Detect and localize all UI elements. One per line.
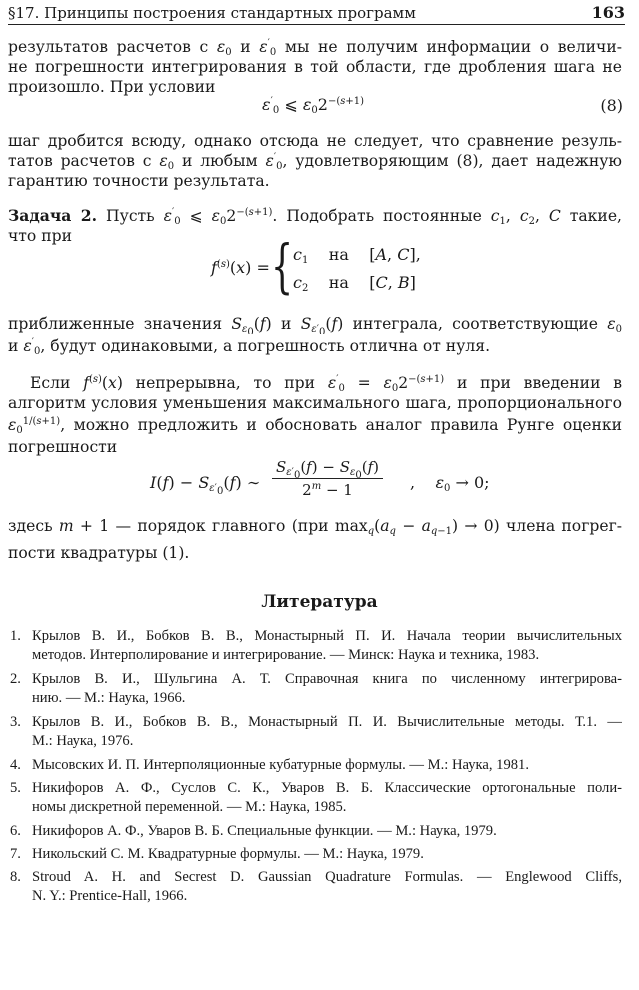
reference-text: Крылов В. И., Шульгина А. Т. Справочная книга по численному интегрирова- (32, 671, 622, 687)
text-line: Если $f^{(s)}(x)$ непрерывна, то при $\varepsilon'_0 = \varepsilon_02^{-(s+1)}$ и при введении в (30, 374, 622, 393)
reference-number: 5. (10, 780, 21, 796)
equation-8: $\varepsilon'_0$ ⩽ $\varepsilon_02^{-(s+1)}$ (262, 95, 365, 116)
page-number: 163 (591, 3, 625, 22)
reference-number: 4. (10, 757, 21, 773)
equation-number: (8) (600, 96, 623, 115)
piecewise-equation: $f^{(s)}(x)$ = { $c_1$ на [A, C], $c_2$ на [C, B] (211, 232, 421, 300)
reference-number: 7. (10, 846, 21, 862)
reference-text: Крылов В. И., Бобков В. В., Монастырный П. И. Начала теории вычислительных (32, 628, 622, 644)
reference-text: Крылов В. И., Бобков В. В., Монастырный П. И. Вычислительные методы. Т.1. — (32, 714, 622, 730)
text-line: не погрешности интегрирования в той области, где дробления шага не (8, 58, 622, 76)
text-line: приближенные значения $S_{\varepsilon_0}(f)$ и $S_{\varepsilon'_0}(f)$ интеграла, соответствующие $\varepsilon_0$ (8, 315, 622, 334)
running-header (8, 2, 625, 25)
reference-item (10, 756, 622, 776)
reference-number: 3. (10, 714, 21, 730)
runge-estimate-lhs: $I(f) - S_{\varepsilon'_0}(f)$ ∼ (150, 473, 261, 497)
reference-item (10, 845, 622, 865)
text-line: татов расчетов с $\varepsilon_0$ и любым $\varepsilon'_0$, удовлетворяющим (8), дает надежную (8, 152, 622, 171)
reference-text: методов. Интерполирование и интегрирование. — Минск: Наука и техника, 1983. (32, 647, 540, 663)
runge-limit: , $\varepsilon_0 \to 0$; (410, 473, 490, 494)
task-statement: Задача 2. Пусть $\varepsilon'_0$ ⩽ $\varepsilon_02^{-(s+1)}$. Подобрать постоянные $c_1$, $c_2$, C такие, (8, 206, 622, 226)
reference-item (10, 779, 622, 819)
text-line: $\varepsilon_0^{1/(s+1)}$, можно предложить и обосновать аналог правила Рунге оценки (8, 416, 622, 435)
reference-text: Никольский С. М. Квадратурные формулы. — М.: Наука, 1979. (32, 846, 424, 862)
text-line: что при (8, 227, 73, 245)
reference-number: 8. (10, 869, 21, 885)
section-title: §17. Принципы построения стандартных программ (8, 4, 416, 22)
text-line: алгоритм условия уменьшения максимального шага, пропорционального (8, 394, 622, 412)
text-line: результатов расчетов с $\varepsilon_0$ и $\varepsilon'_0$ мы не получим информации о величи- (8, 38, 622, 57)
reference-number: 2. (10, 671, 21, 687)
reference-item (10, 868, 622, 908)
reference-item (10, 822, 622, 842)
literature-heading: Литература (261, 592, 378, 612)
task-title: Задача 2. (8, 206, 98, 225)
text-line: произошло. При условии (8, 78, 216, 96)
reference-text: Никифоров А. Ф., Уваров В. Б. Специальные функции. — М.: Наука, 1979. (32, 823, 497, 839)
reference-text: Stroud A. H. and Secrest D. Gaussian Quadrature Formulas. — Englewood Cliffs, (32, 869, 622, 885)
runge-fraction: $\frac{S_{\varepsilon'_0}(f) - S_{\varepsilon_0}(f)}{2^m - 1}$ (272, 458, 383, 499)
reference-text: нию. — М.: Наука, 1966. (32, 690, 186, 706)
text-line: гарантию точности результата. (8, 172, 270, 190)
reference-text: Мысовских И. П. Интерполяционные кубатурные формулы. — М.: Наука, 1981. (32, 757, 529, 773)
reference-number: 6. (10, 823, 21, 839)
reference-item (10, 713, 622, 753)
text-line: пости квадратуры (1). (8, 544, 190, 562)
reference-number: 1. (10, 628, 21, 644)
reference-item (10, 670, 622, 710)
reference-item (10, 627, 622, 667)
reference-text: Никифоров А. Ф., Суслов С. К., Уваров В. Б. Классические ортогональные поли- (32, 780, 622, 796)
text-line: шаг дробится всюду, однако отсюда не следует, что сравнение резуль- (8, 132, 622, 150)
text-line: и $\varepsilon'_0$, будут одинаковыми, а погрешность отлична от нуля. (8, 337, 491, 356)
reference-text: М.: Наука, 1976. (32, 733, 134, 749)
reference-text: номы дискретной переменной. — М.: Наука, 1985. (32, 799, 347, 815)
text-line: погрешности (8, 438, 118, 456)
reference-text: N. Y.: Prentice-Hall, 1966. (32, 888, 188, 904)
text-line: здесь m + 1 — порядок главного (при $\max_q(a_q - a_{q-1}) \to 0$) члена погрег- (8, 517, 622, 536)
